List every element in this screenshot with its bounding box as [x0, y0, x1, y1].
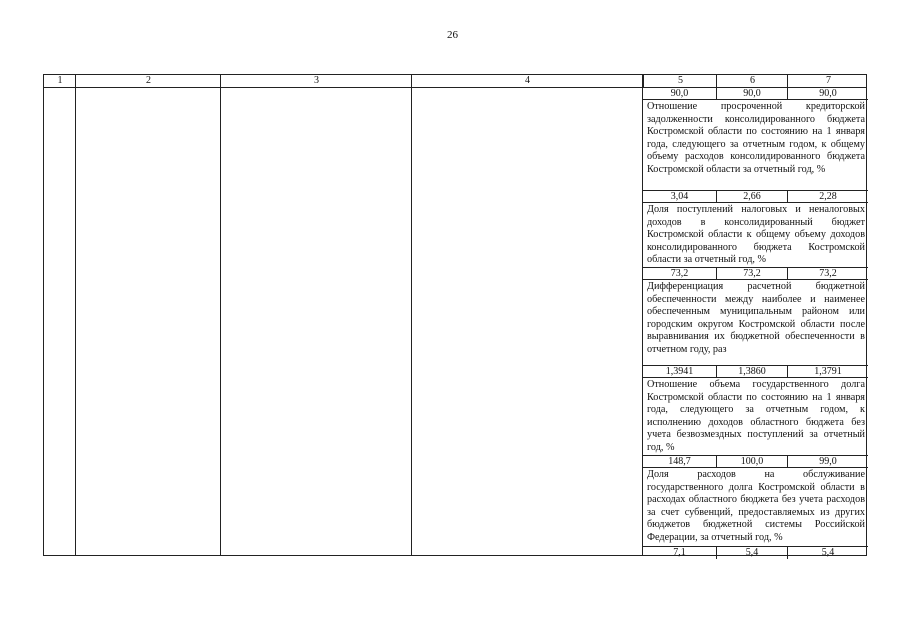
value-col-5: 90,0: [643, 88, 717, 99]
value-col-7: 73,2: [819, 268, 837, 279]
value-col-7: 99,0: [819, 456, 837, 467]
header-cell-3: 3: [314, 75, 319, 86]
value-col-7: 2,28: [819, 191, 837, 202]
value-col-5: 7,1: [643, 547, 717, 559]
value-col-6: 5,4: [717, 547, 788, 559]
column-4: [412, 75, 643, 555]
indicator-text: Доля расходов на обслуживание государственного долга Костромской области в расходах областного бюджета без учета расходов за счет субвенций, предоставляемых из других бюджетов бюджетной системы Российской Федерации, за отчетный год, %: [643, 468, 868, 547]
column-3: [221, 75, 412, 555]
indicator-stack: [643, 88, 868, 558]
value-col-6: 73,2: [717, 268, 788, 279]
column-1: [44, 75, 76, 555]
values-row: [643, 366, 868, 378]
values-row: [643, 191, 868, 203]
indicator-table: [43, 74, 867, 556]
header-cell-7: 7: [787, 75, 869, 88]
value-col-7: 5,4: [821, 547, 835, 558]
value-col-7: 90,0: [819, 88, 837, 99]
indicator-text: Отношение просроченной кредиторской задолженности консолидированного бюджета Костромской области по состоянию на 1 января года, следующего за отчетным годом, к общему объему расходов консолидированного бюджета Костромской области за отчетный год, %: [643, 100, 868, 191]
value-col-6: 2,66: [717, 191, 788, 202]
header-cell-1: 1: [57, 75, 63, 86]
table-header-row: [44, 75, 866, 88]
value-col-6: 100,0: [717, 456, 788, 467]
value-col-5: 73,2: [643, 268, 717, 279]
value-col-5: 148,7: [643, 456, 717, 467]
values-row: [643, 456, 868, 468]
page-number: 26: [447, 29, 458, 41]
column-2: [76, 75, 221, 555]
value-col-6: 1,3860: [717, 366, 788, 377]
header-cell-4: 4: [525, 75, 530, 86]
indicator-text: Дифференциация расчетной бюджетной обеспеченности между наиболее и наименее обеспеченным муниципальным районом или городским округом Костромской области после выравнивания их бюджетной обеспеченности в отчетном году, раз: [643, 280, 868, 366]
values-row: [643, 88, 868, 100]
values-row: [643, 268, 868, 280]
value-col-5: 1,3941: [643, 366, 717, 377]
header-cell-6: 6: [716, 75, 788, 88]
values-row: [643, 547, 868, 559]
header-cell-5: 5: [643, 75, 717, 88]
value-col-5: 3,04: [643, 191, 717, 202]
indicator-text: Доля поступлений налоговых и неналоговых доходов в консолидированный бюджет Костромской области к общему объему доходов консолидированного бюджета Костромской области за отчетный год, %: [643, 203, 868, 268]
value-col-7: 1,3791: [814, 366, 842, 377]
value-col-6: 90,0: [717, 88, 788, 99]
indicator-text: Отношение объема государственного долга Костромской области по состоянию на 1 января года, следующего за отчетным годом, к исполнению доходов областного бюджета без учета безвозмездных поступлений за отчетный год, %: [643, 378, 868, 456]
header-cell-2: 2: [146, 75, 151, 86]
